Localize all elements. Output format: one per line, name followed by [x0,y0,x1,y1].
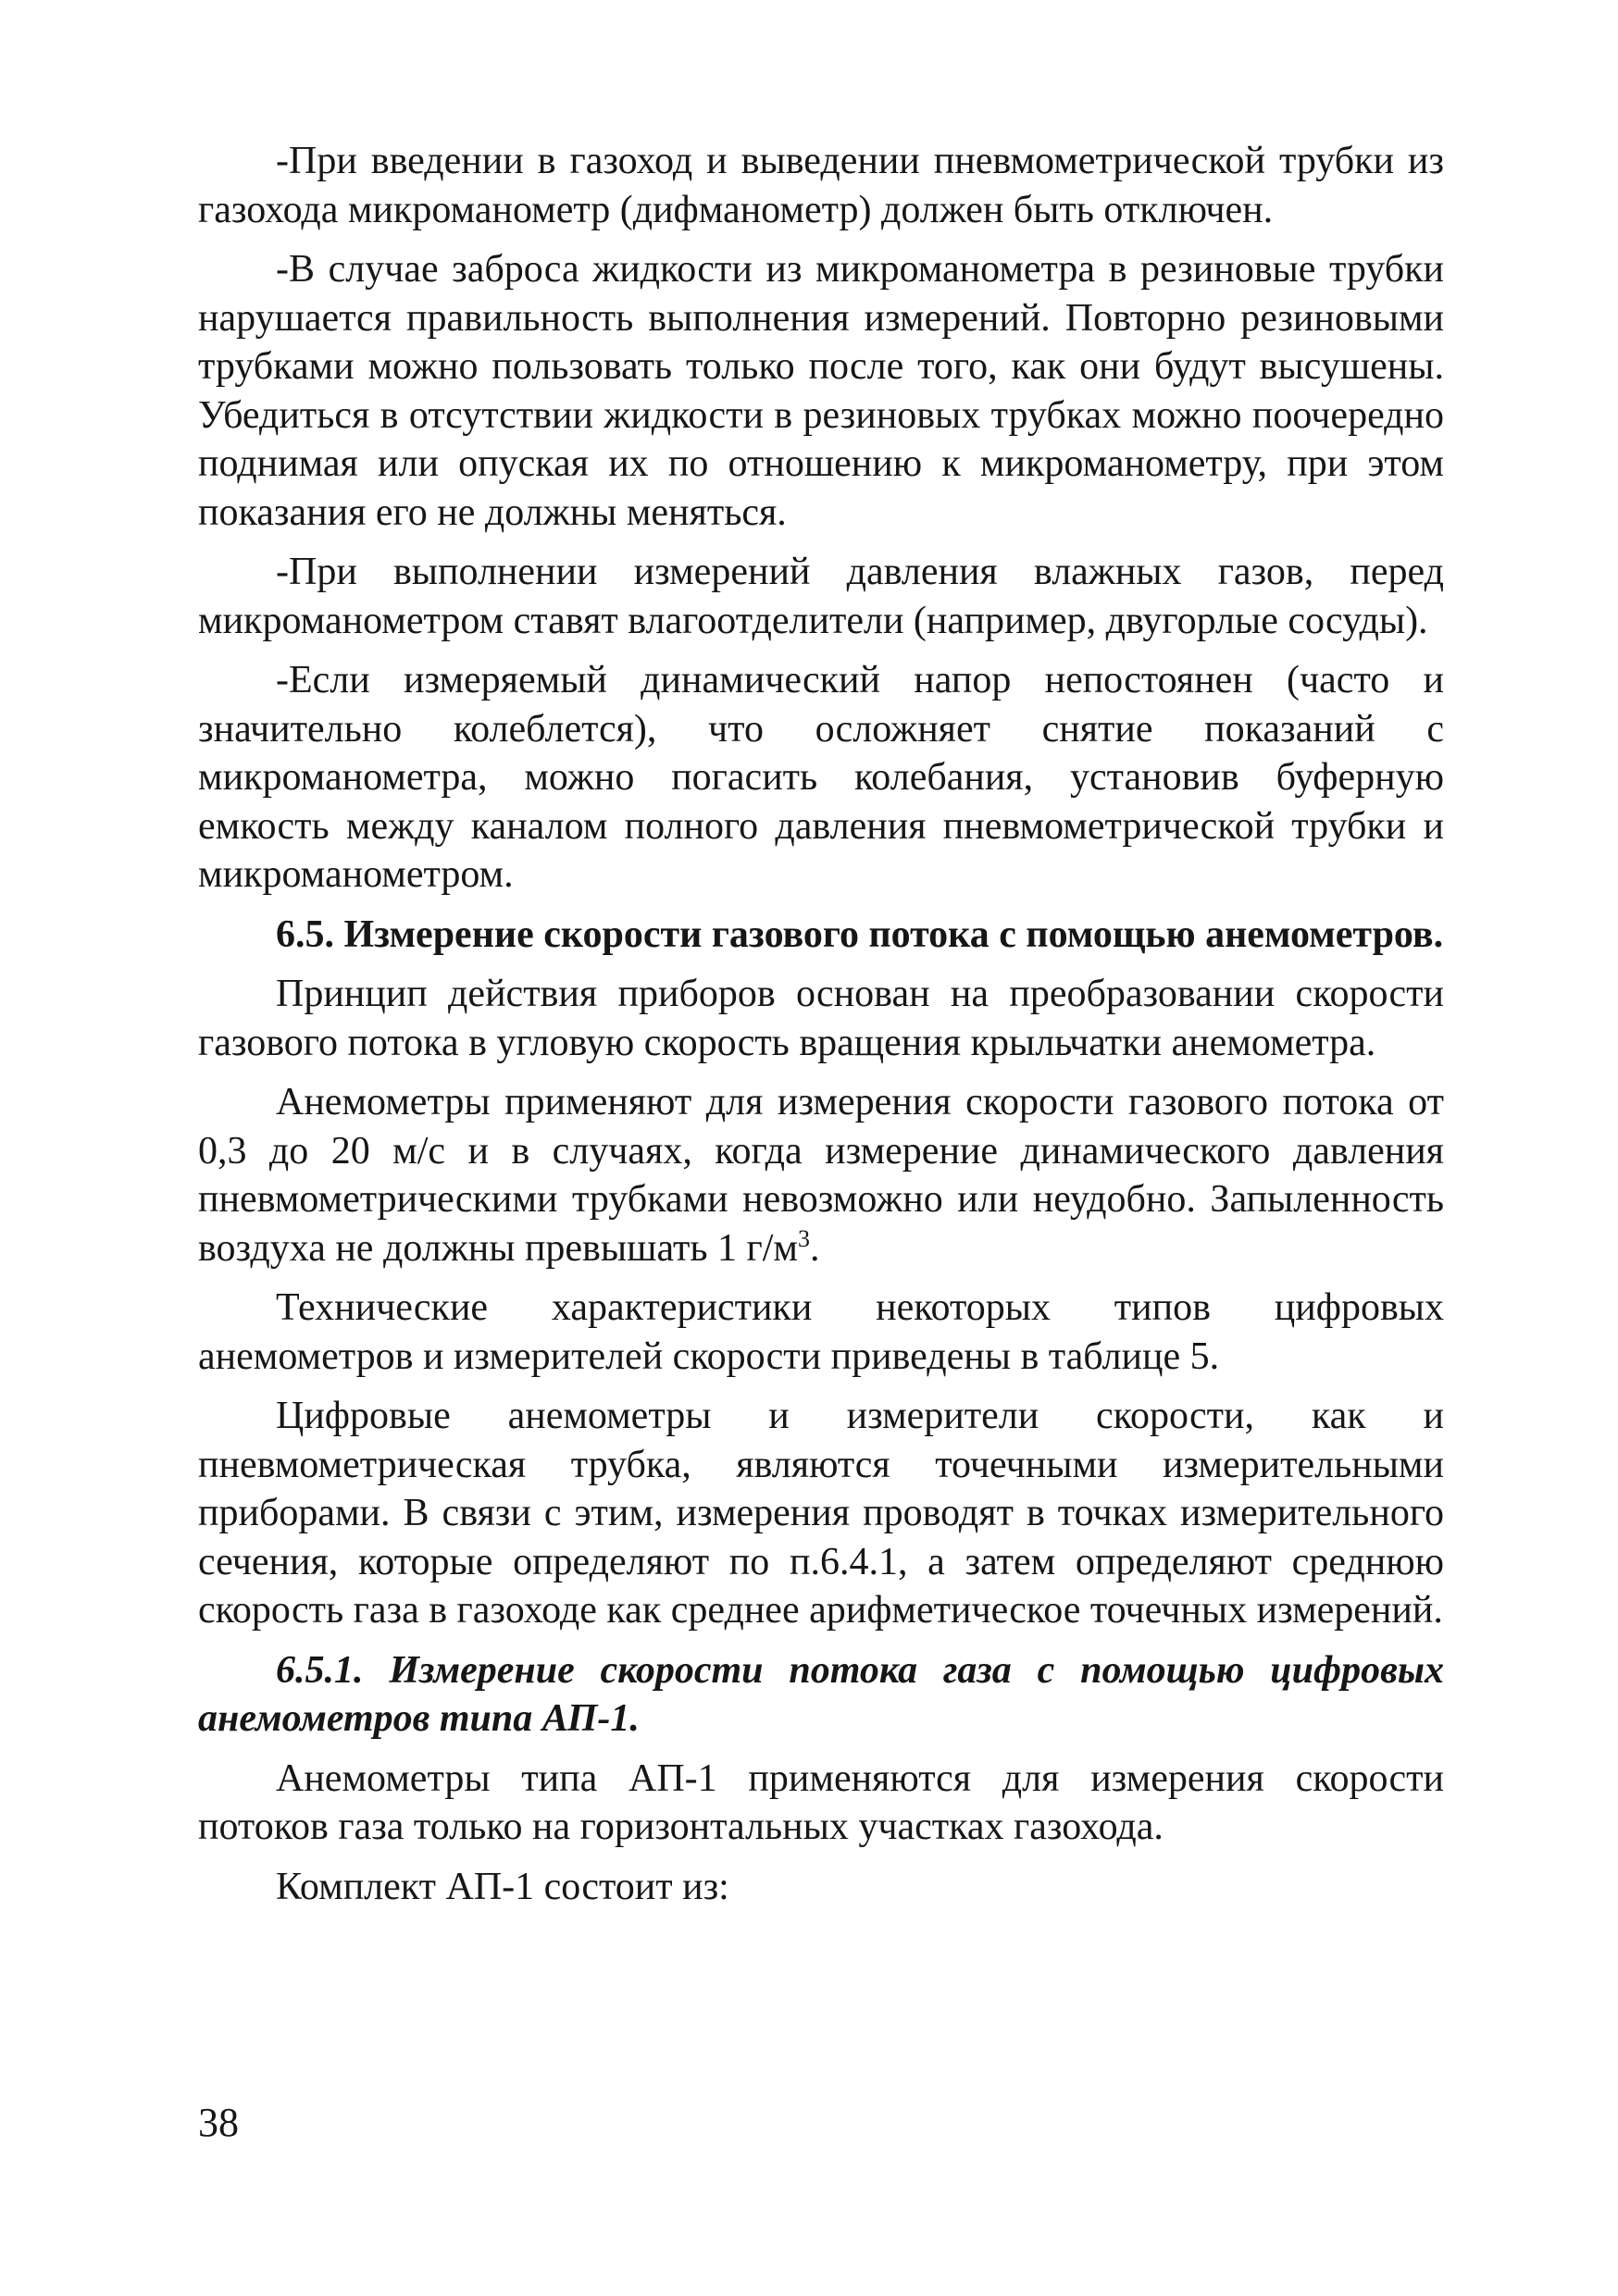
paragraph-liquid-in-tubes: -В случае заброса жидкости из микроманометра в резиновые трубки нарушается правильность выполнения измерений. Повторно резиновыми трубками можно пользовать только после того, как они будут высушены. Убедиться в отсутствии жидкости в резиновых трубках можно поочередно поднимая или опуская их по отношению к микроманометру, при этом показания его не должны меняться. [198,248,1444,534]
paragraph-ap1-application: Анемометры типа АП-1 применяются для измерения скорости потоков газа только на горизонтальных участках газохода. [198,1756,1444,1848]
paragraph-anemometer-application-end: . [810,1226,820,1270]
paragraph-point-measurements: Цифровые анемометры и измерители скорости, как и пневмометрическая трубка, являются точечными измерительными приборами. В связи с этим, измерения проводят в точках измерительного сечения, которые определяют по п.6.4.1, а затем определяют среднюю скорость газа в газоходе как среднее арифметическое точечных измерений. [198,1395,1444,1632]
paragraph-anemometer-application [198,1078,1444,1272]
section-heading-6-5-1: 6.5.1. Измерение скорости потока газа с помощью цифровых анемометров типа АП-1. [198,1648,1444,1740]
paragraph-moist-gases: -При выполнении измерений давления влажных газов, перед микроманометром ставят влагоотделители (например, двугорлые сосуды). [198,551,1444,642]
paragraph-technical-characteristics: Технические характеристики некоторых типов цифровых анемометров и измерителей скорости приведены в таблице 5. [198,1286,1444,1378]
page-number: 38 [198,2100,239,2145]
paragraph-unsteady-pressure: -Если измеряемый динамический напор непостоянен (часто и значительно колеблется), что осложняет снятие показаний с микроманометра, можно погасить колебания, установив буферную емкость между каналом полного давления пневмометрической трубки и микроманометром. [198,659,1444,896]
paragraph-anemometer-application-text: Анемометры применяют для измерения скорости газового потока от 0,3 до 20 м/с и в случаях, когда измерение динамического давления пневмометрическими трубками невозможно или неудобно. Запыленность воздуха не должны превышать 1 г/м [198,1081,1444,1270]
paragraph-ap1-kit: Комплект АП-1 состоит из: [276,1865,729,1908]
paragraph-operating-principle: Принцип действия приборов основан на преобразовании скорости газового потока в угловую скорость вращения крыльчатки анемометра. [198,973,1444,1064]
document-page [198,137,1444,1911]
section-heading-6-5: 6.5. Измерение скорости газового потока с помощью анемометров. [276,912,1444,956]
cubic-superscript: 3 [798,1224,810,1252]
paragraph-disconnect-micromanometer: -При введении в газоход и выведении пневмометрической трубки из газохода микроманометр (дифманометр) должен быть отключен. [198,140,1444,231]
